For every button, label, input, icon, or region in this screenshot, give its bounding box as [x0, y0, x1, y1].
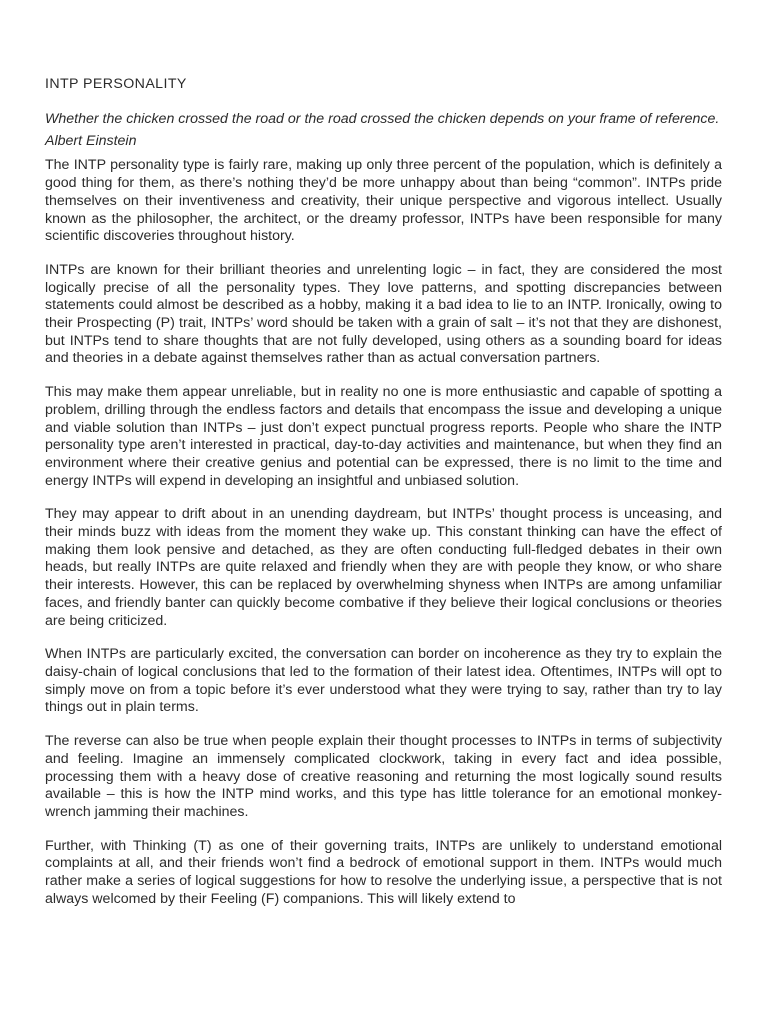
document-title: INTP PERSONALITY [45, 76, 187, 92]
document-page [45, 75, 722, 924]
paragraph: When INTPs are particularly excited, the conversation can border on incoherence as they try to explain the daisy-chain of logical conclusions that led to the formation of their latest idea. Oftentimes, INTPs will opt to simply move on from a topic before it’s ever understood what they were trying to say, rather than try to lay things out in plain terms. [45, 646, 722, 716]
paragraph: They may appear to drift about in an unending daydream, but INTPs’ thought process is unceasing, and their minds buzz with ideas from the moment they wake up. This constant thinking can have the effect of making them look pensive and detached, as they are often conducting full-fledged debates in their own heads, but really INTPs are quite relaxed and friendly when they are with people they know, or who share their interests. However, this can be replaced by overwhelming shyness when INTPs are among unfamiliar faces, and friendly banter can quickly become combative if they believe their logical conclusions or theories are being criticized. [45, 506, 722, 629]
epigraph-quote: Whether the chicken crossed the road or the road crossed the chicken depends on your frame of reference. [45, 111, 720, 127]
paragraph: The INTP personality type is fairly rare, making up only three percent of the population, which is definitely a good thing for them, as there’s nothing they’d be more unhappy about than being “common”. INTPs pride themselves on their inventiveness and creativity, their unique perspective and vigorous intellect. Usually known as the philosopher, the architect, or the dreamy professor, INTPs have been responsible for many scientific discoveries throughout history. [45, 157, 722, 245]
paragraph: The reverse can also be true when people explain their thought processes to INTPs in terms of subjectivity and feeling. Imagine an immensely complicated clockwork, taking in every fact and idea possible, processing them with a heavy dose of creative reasoning and returning the most logically sound results available – this is how the INTP mind works, and this type has little tolerance for an emotional monkey-wrench jamming their machines. [45, 733, 722, 820]
paragraph: INTPs are known for their brilliant theories and unrelenting logic – in fact, they are considered the most logically precise of all the personality types. They love patterns, and spotting discrepancies between statements could almost be described as a hobby, making it a bad idea to lie to an INTP. Ironically, owing to their Prospecting (P) trait, INTPs’ word should be taken with a grain of salt – it’s not that they are dishonest, but INTPs tend to share thoughts that are not fully developed, using others as a sounding board for ideas and theories in a debate against themselves rather than as actual conversation partners. [45, 261, 722, 367]
epigraph-author: Albert Einstein [45, 132, 137, 149]
paragraph: This may make them appear unreliable, but in reality no one is more enthusiastic and capable of spotting a problem, drilling through the endless factors and details that encompass the issue and developing a unique and viable solution than INTPs – just don’t expect punctual progress reports. People who share the INTP personality type aren’t interested in practical, day-to-day activities and maintenance, but when they find an environment where their creative genius and potential can be expressed, there is no limit to the time and energy INTPs will expend in developing an insightful and unbiased solution. [45, 384, 722, 489]
paragraph: Further, with Thinking (T) as one of their governing traits, INTPs are unlikely to understand emotional complaints at all, and their friends won’t find a bedrock of emotional support in them. INTPs would much rather make a series of logical suggestions for how to resolve the underlying issue, a perspective that is not always welcomed by their Feeling (F) companions. This will likely extend to [45, 837, 722, 907]
